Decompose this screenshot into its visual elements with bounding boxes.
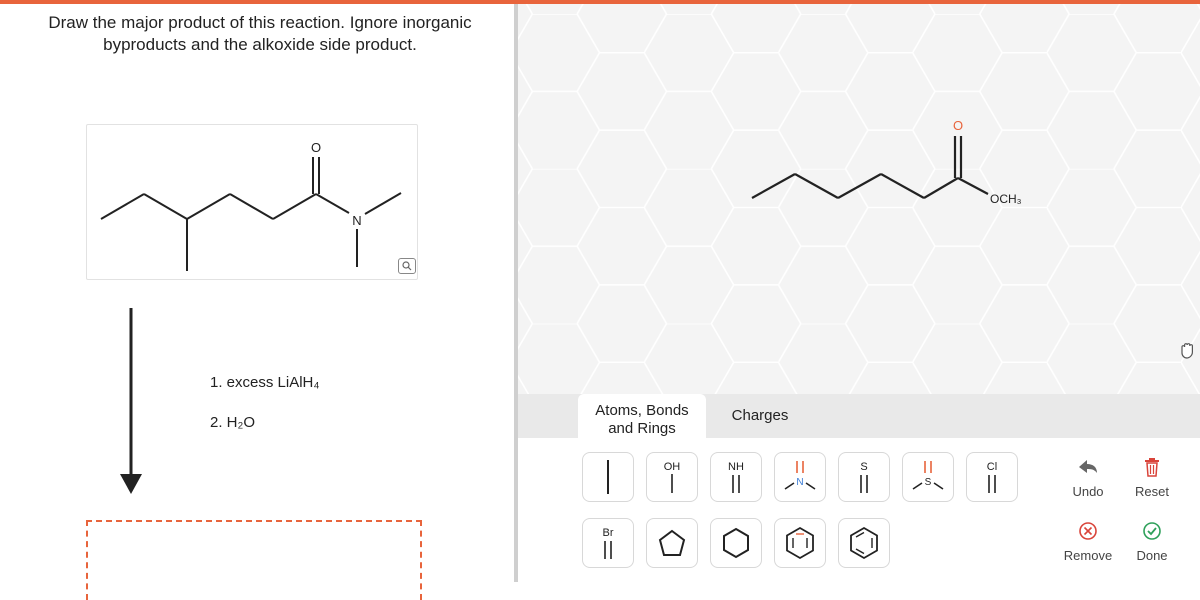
tab-atoms-bonds-rings-label: Atoms, Bonds and Rings (595, 402, 689, 437)
trash-icon (1143, 457, 1161, 477)
reagent-step-2: 2. H₂O (210, 414, 255, 431)
imine-n-label: N (796, 477, 804, 488)
answer-drop-zone[interactable] (86, 520, 422, 600)
thione-tool[interactable] (838, 452, 890, 502)
single-bond-icon (598, 458, 618, 496)
reactant-structure (86, 124, 418, 280)
tab-charges-label: Charges (731, 407, 789, 424)
done-label: Done (1136, 548, 1168, 563)
benzene-tool[interactable] (838, 518, 890, 568)
undo-button[interactable] (1058, 456, 1118, 499)
benzene-ring-icon (844, 523, 884, 563)
question-panel (0, 4, 514, 582)
pyridinium-tool[interactable] (774, 518, 826, 568)
reactant-nitrogen-label: N (352, 213, 362, 228)
drawing-canvas[interactable] (518, 4, 1200, 394)
thioether-tool[interactable] (902, 452, 954, 502)
hexagon-ring-icon (716, 523, 756, 563)
oh-bond-icon (652, 457, 692, 497)
reset-button[interactable] (1122, 456, 1182, 499)
reactant-drawing (87, 125, 417, 279)
bromo-tool[interactable] (582, 518, 634, 568)
imine-icon (780, 457, 820, 497)
reactant-oxygen-label: O (310, 140, 322, 155)
nh-tool[interactable] (710, 452, 762, 502)
imine-tool[interactable] (774, 452, 826, 502)
done-check-icon (1142, 521, 1162, 541)
nh-double-bond-icon (716, 457, 756, 497)
chloro-tool[interactable] (966, 452, 1018, 502)
hex-grid (518, 4, 1200, 394)
cyclopentane-tool[interactable] (646, 518, 698, 568)
bromo-icon (588, 523, 628, 563)
reagent-step-1: 1. excess LiAlH₄ (210, 374, 320, 391)
zoom-icon[interactable] (398, 258, 416, 274)
thione-s-label: S (860, 461, 868, 473)
canvas-oxygen-label[interactable]: O (952, 118, 964, 133)
question-text: Draw the major product of this reaction. Ignore inorganic byproducts and the alkoxide side product. (48, 13, 472, 54)
undo-arrow-icon (1077, 458, 1099, 476)
cyclohexane-tool[interactable] (710, 518, 762, 568)
thione-icon (844, 457, 884, 497)
thioether-icon (908, 457, 948, 497)
thioether-s-label: S (924, 477, 932, 488)
remove-button[interactable] (1058, 520, 1118, 563)
remove-label: Remove (1063, 548, 1113, 563)
aromatic-ring-icon (780, 523, 820, 563)
oh-tool-label: OH (663, 461, 681, 473)
bromo-label: Br (602, 527, 614, 539)
done-button[interactable] (1122, 520, 1182, 563)
remove-circle-x-icon (1078, 521, 1098, 541)
canvas-och3-label[interactable]: OCH₃ (990, 192, 1022, 206)
undo-label: Undo (1072, 484, 1104, 499)
drawing-toolbar (518, 394, 1200, 582)
oh-tool[interactable] (646, 452, 698, 502)
reset-label: Reset (1135, 484, 1169, 499)
single-bond-tool[interactable] (582, 452, 634, 502)
tab-charges[interactable] (718, 394, 802, 438)
chloro-icon (972, 457, 1012, 497)
tab-atoms-bonds-rings[interactable] (578, 394, 706, 446)
nh-tool-label: NH (728, 461, 744, 473)
pentagon-ring-icon (652, 523, 692, 563)
reaction-arrow (120, 308, 142, 498)
hand-pan-icon[interactable] (1178, 340, 1198, 360)
magnifier-icon (402, 261, 412, 271)
chloro-label: Cl (986, 461, 998, 473)
